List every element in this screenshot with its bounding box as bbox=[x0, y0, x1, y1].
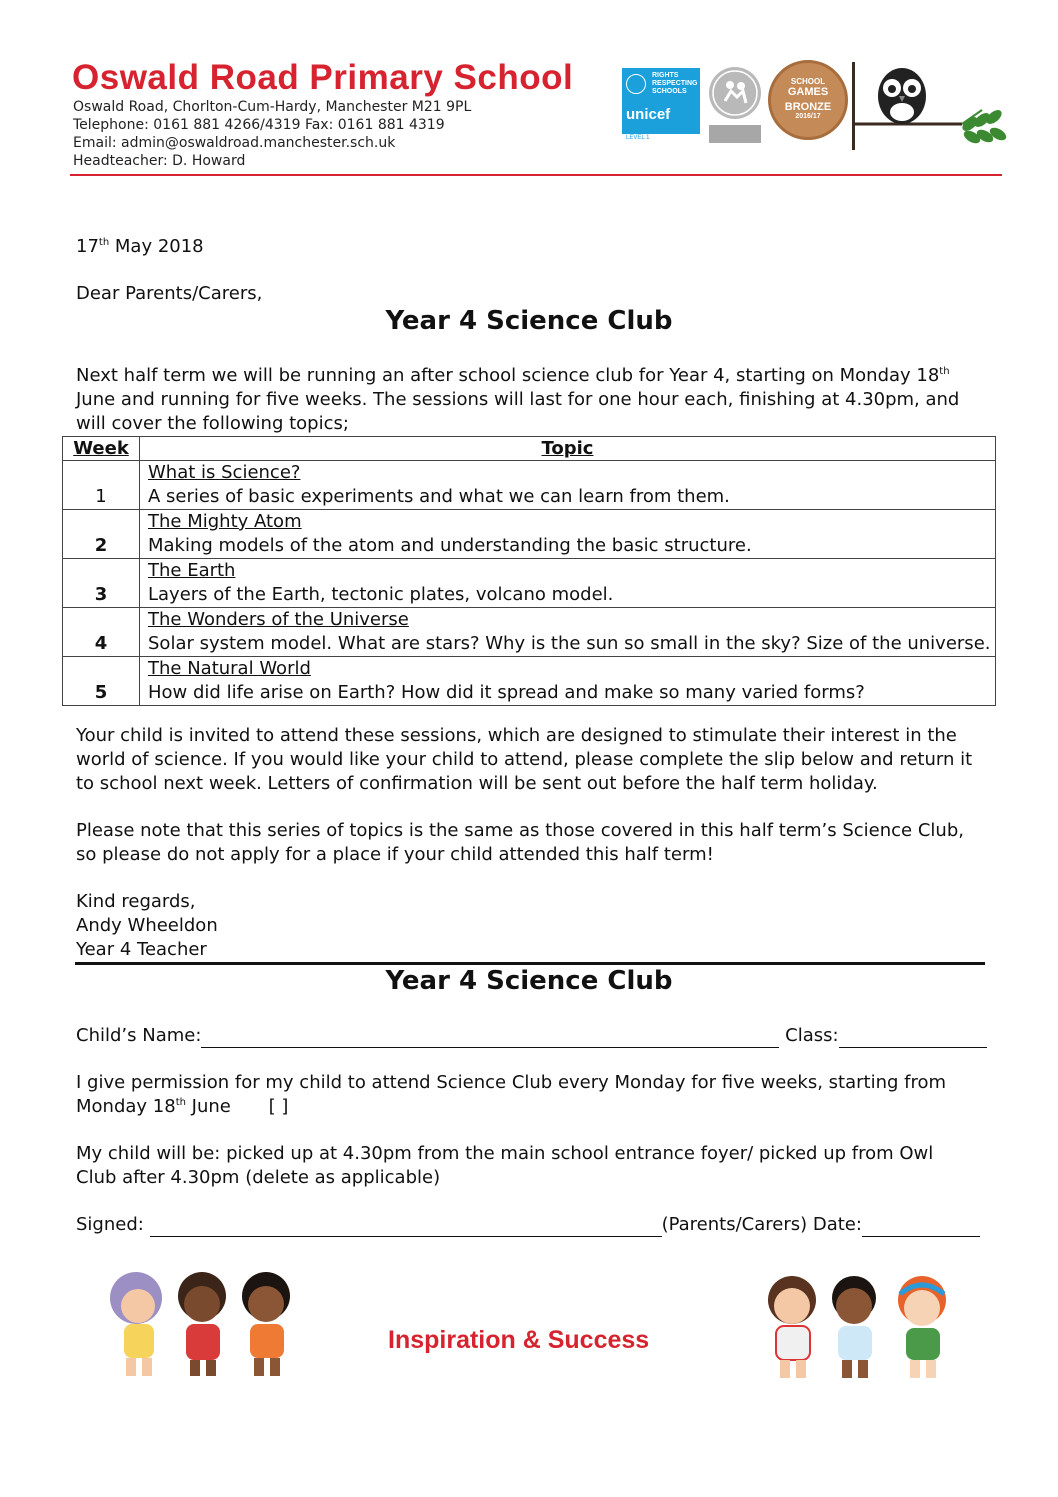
topic-title: The Earth bbox=[148, 560, 236, 581]
letter-date: 17th May 2018 bbox=[76, 236, 204, 257]
topic-cell bbox=[140, 657, 996, 706]
sender-role: Year 4 Teacher bbox=[76, 939, 207, 960]
unicef-level-label: LEVEL 1 bbox=[626, 135, 650, 141]
topics-table bbox=[62, 436, 996, 706]
week-number: 4 bbox=[63, 608, 140, 657]
week-column-header: Week bbox=[63, 437, 140, 461]
signature-field[interactable] bbox=[150, 1218, 662, 1237]
week-number: 2 bbox=[63, 510, 140, 559]
letter-intro: Next half term we will be running an after school science club for Year 4, starting on Monday 18th June and running for five weeks. The sessions will last for one hour each, finishing at 4.30pm, and will cover the following topics; bbox=[76, 365, 960, 434]
topic-description: A series of basic experiments and what we can learn from them. bbox=[148, 486, 730, 507]
class-field[interactable] bbox=[839, 1029, 987, 1048]
week-number: 3 bbox=[63, 559, 140, 608]
permission-checkbox[interactable]: [ ] bbox=[268, 1096, 289, 1117]
letter-salutation: Dear Parents/Carers, bbox=[76, 283, 263, 304]
topic-description: Making models of the atom and understanding the basic structure. bbox=[148, 535, 752, 556]
signature-row bbox=[76, 1213, 980, 1237]
child-name-row bbox=[76, 1024, 987, 1048]
week-number: 1 bbox=[63, 461, 140, 510]
pickup-statement: My child will be: picked up at 4.30pm from the main school entrance foyer/ picked up from Owl Club after 4.30pm (delete as applicable) bbox=[76, 1143, 934, 1188]
school-email: Email: admin@oswaldroad.manchester.sch.uk bbox=[73, 135, 396, 151]
signed-label: Signed: bbox=[76, 1214, 144, 1235]
topic-title: What is Science? bbox=[148, 462, 301, 483]
topic-cell bbox=[140, 461, 996, 510]
sender-name: Andy Wheeldon bbox=[76, 915, 218, 936]
table-row bbox=[63, 510, 996, 559]
school-address: Oswald Road, Chorlton-Cum-Hardy, Manchester M21 9PL bbox=[73, 99, 472, 115]
topic-cell bbox=[140, 559, 996, 608]
class-label: Class: bbox=[785, 1025, 839, 1046]
child-name-field[interactable] bbox=[201, 1029, 779, 1048]
topic-title: The Wonders of the Universe bbox=[148, 609, 409, 630]
sportsmark-caption-plate bbox=[709, 125, 761, 143]
table-row bbox=[63, 657, 996, 706]
table-row bbox=[63, 461, 996, 510]
owl-logo bbox=[852, 62, 1008, 152]
table-row bbox=[63, 608, 996, 657]
topic-description: Solar system model. What are stars? Why is the sun so small in the sky? Size of the universe. bbox=[148, 633, 991, 654]
topic-description: How did life arise on Earth? How did it spread and make so many varied forms? bbox=[148, 682, 865, 703]
sportsmark-silver-badge bbox=[709, 67, 761, 119]
table-row bbox=[63, 559, 996, 608]
date-field[interactable] bbox=[862, 1218, 980, 1237]
sign-off: Kind regards, bbox=[76, 891, 196, 912]
letterhead-divider bbox=[70, 174, 1002, 176]
topic-title: The Natural World bbox=[148, 658, 311, 679]
topic-title: The Mighty Atom bbox=[148, 511, 302, 532]
letter-title: Year 4 Science Club bbox=[385, 306, 673, 336]
cut-line bbox=[75, 962, 985, 965]
school-name: Oswald Road Primary School bbox=[72, 58, 574, 97]
topics-table-header bbox=[63, 437, 996, 461]
parents-date-label: (Parents/Carers) Date: bbox=[661, 1214, 862, 1235]
school-telephone: Telephone: 0161 881 4266/4319 Fax: 0161 881 4319 bbox=[73, 117, 445, 133]
topic-cell bbox=[140, 510, 996, 559]
permission-statement: I give permission for my child to attend Science Club every Monday for five weeks, starting from Monday 18th June [ ] bbox=[76, 1072, 947, 1117]
slip-title: Year 4 Science Club bbox=[385, 966, 673, 996]
unicef-rights-badge: RIGHTS RESPECTING SCHOOLS unicef bbox=[622, 68, 700, 134]
topic-column-header: Topic bbox=[140, 437, 996, 461]
children-illustration-right bbox=[748, 1266, 966, 1386]
children-illustration-left bbox=[96, 1266, 312, 1384]
topic-description: Layers of the Earth, tectonic plates, volcano model. bbox=[148, 584, 614, 605]
child-name-label: Child’s Name: bbox=[76, 1025, 202, 1046]
topic-cell bbox=[140, 608, 996, 657]
invitation-paragraph: Your child is invited to attend these sessions, which are designed to stimulate their interest in the world of science. If you would like your child to attend, please complete the slip below and return it to school next week. Letters of confirmation will be sent out before the half term holiday. bbox=[76, 725, 973, 794]
note-paragraph: Please note that this series of topics is the same as those covered in this half term’s Science Club, so please do not apply for a place if your child attended this half term! bbox=[76, 820, 964, 865]
week-number: 5 bbox=[63, 657, 140, 706]
school-headteacher: Headteacher: D. Howard bbox=[73, 153, 246, 169]
school-games-bronze-badge: SCHOOL GAMES BRONZE 2016/17 bbox=[768, 60, 848, 140]
school-motto: Inspiration & Success bbox=[388, 1326, 650, 1354]
